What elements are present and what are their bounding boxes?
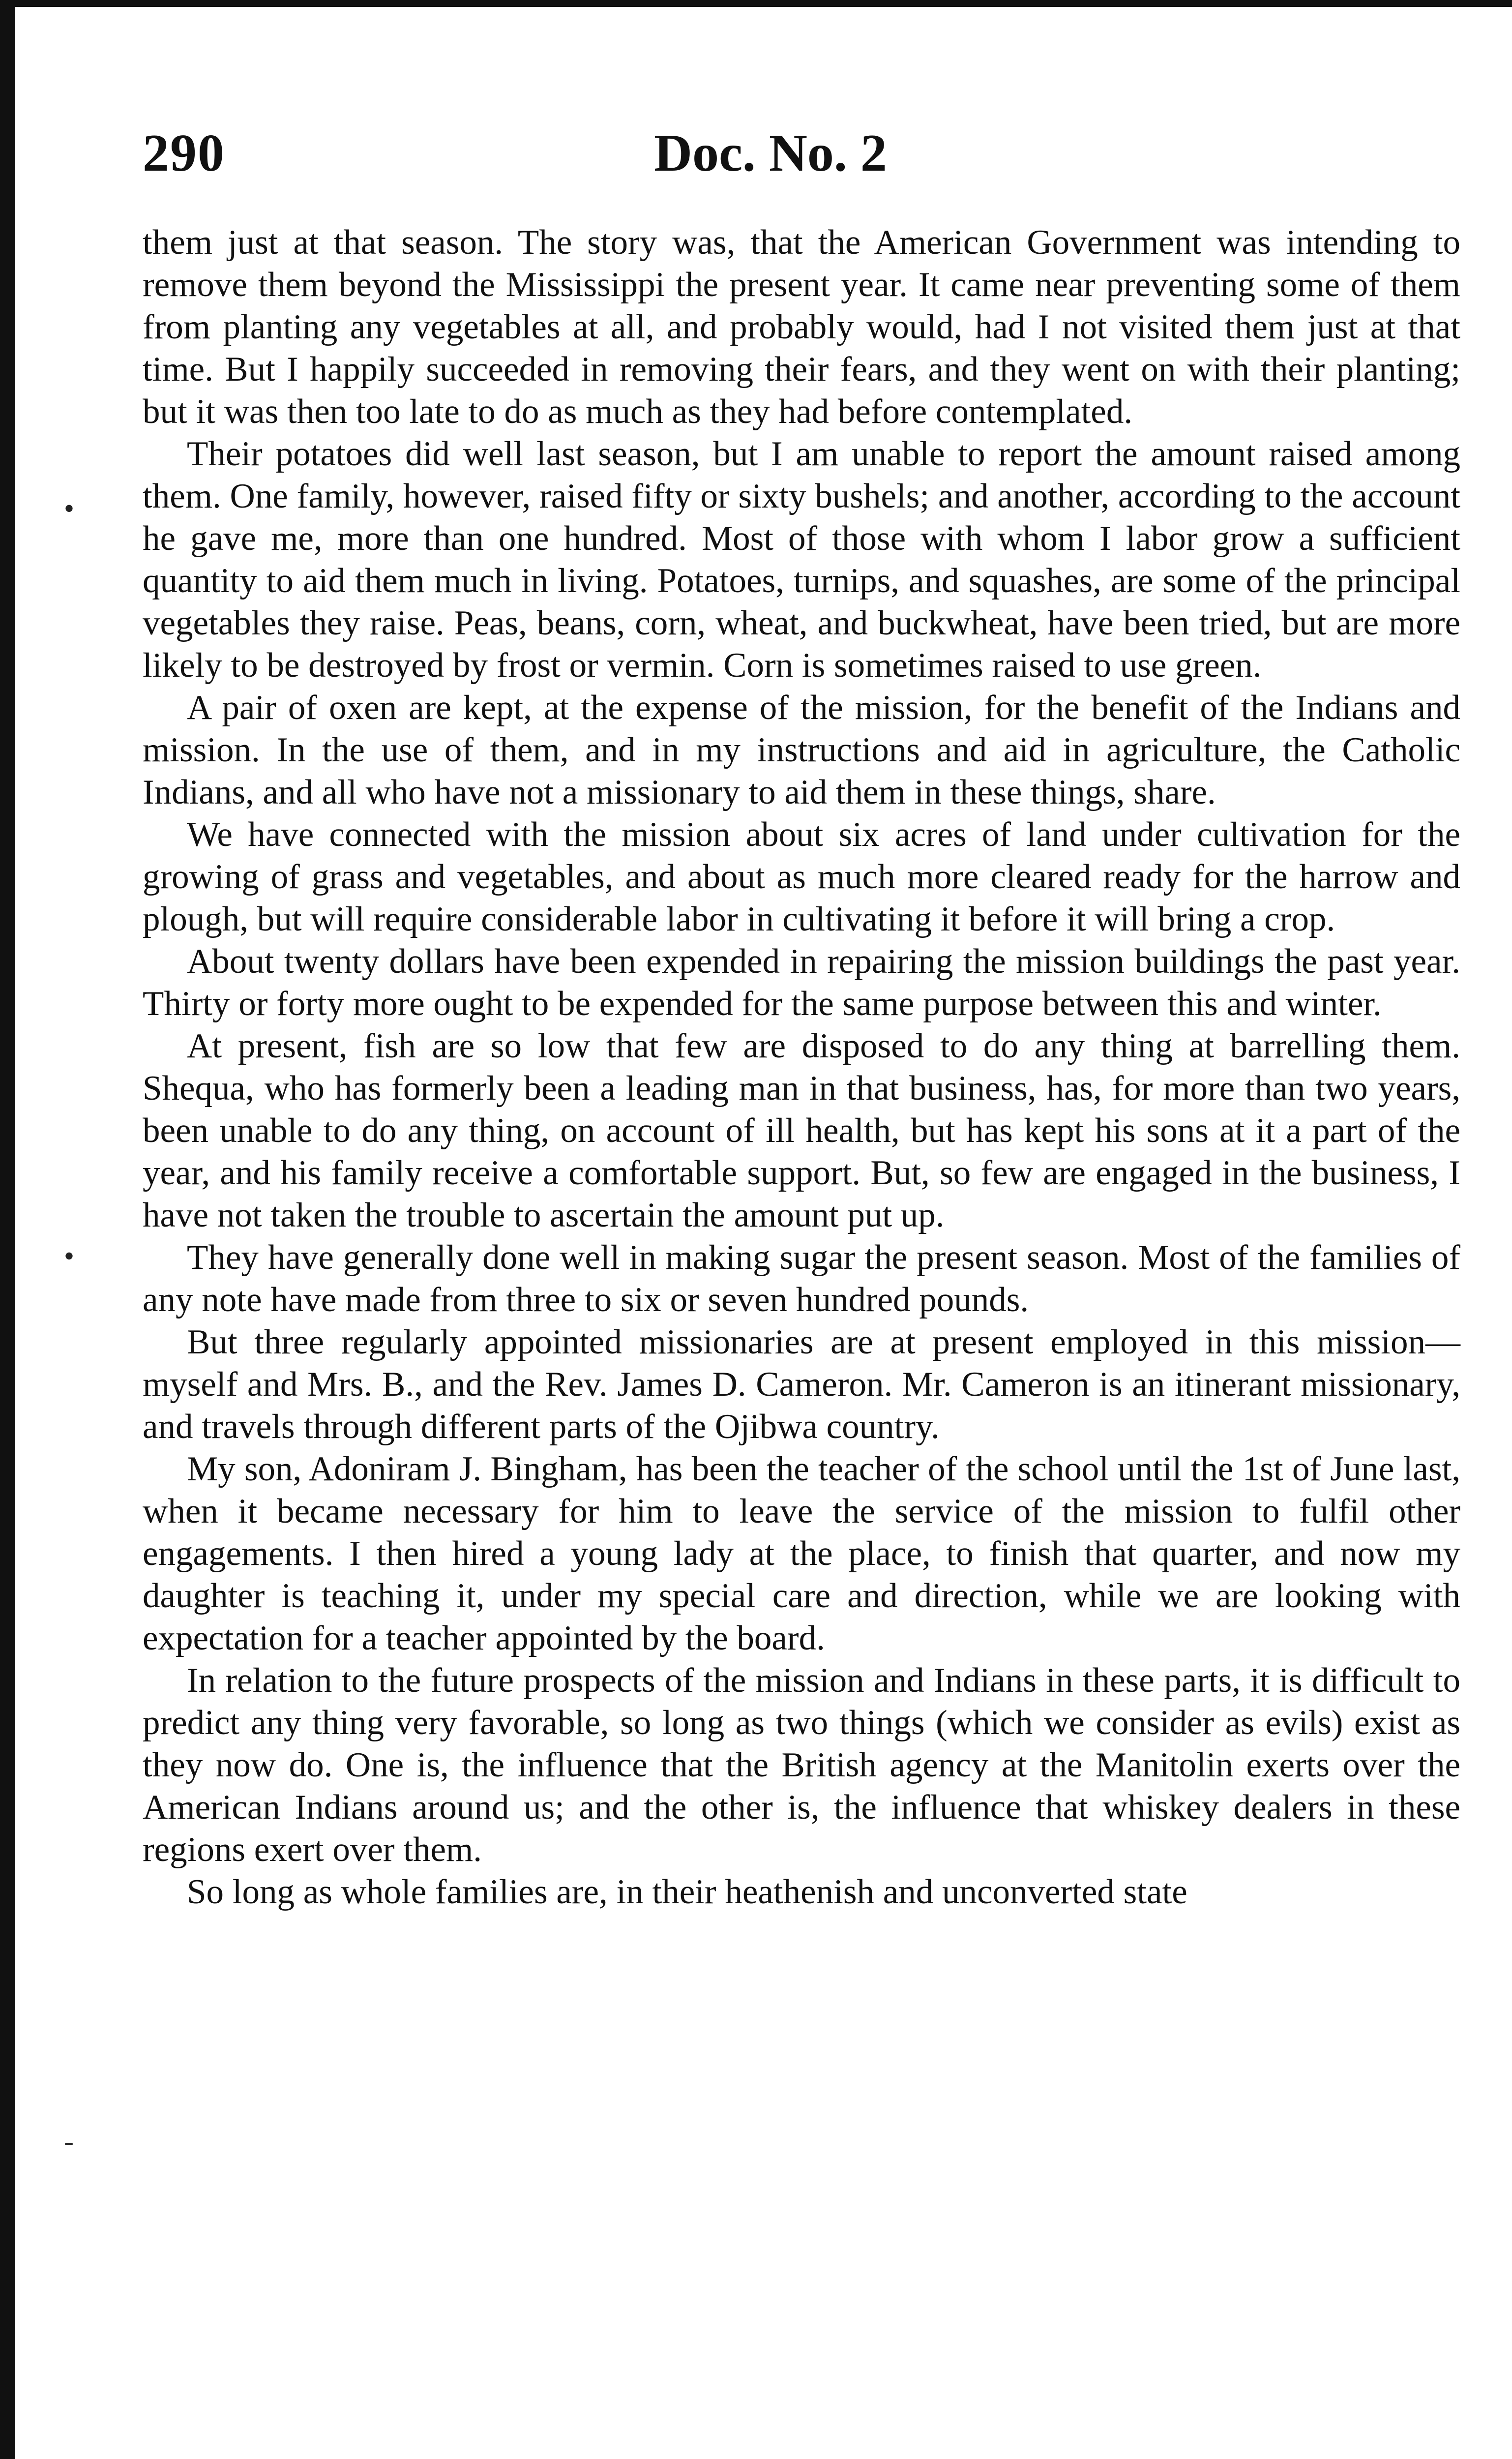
- margin-dot: •: [64, 1240, 75, 1272]
- paragraph: My son, Adoniram J. Bingham, has been the teacher of the school until the 1st of June last, when it became necessary for him to leave the service of the mission to fulfil other engagements. I then hired a young lady at the place, to finish that quarter, and now my daughter is teaching it, under my special care and direction, while we are looking with expectation for a teacher appointed by the board.: [143, 1450, 1460, 1657]
- paragraph: But three regularly appointed missionaries are at present employed in this mission—myself and Mrs. B., and the Rev. James D. Cameron. Mr. Cameron is an itinerant missionary, and travels through different parts of the Ojibwa country.: [143, 1323, 1460, 1446]
- page-header: [143, 123, 1470, 192]
- paragraph: A pair of oxen are kept, at the expense of the mission, for the benefit of the Indians and mission. In the use of them, and in my instructions and aid in agriculture, the Catholic Indians, and all who have not a missionary to aid them in these things, share.: [143, 689, 1460, 811]
- document-label: Doc. No. 2: [654, 124, 887, 182]
- scan-left-edge: [0, 0, 15, 2459]
- margin-dot: •: [64, 492, 75, 525]
- paragraph: In relation to the future prospects of the mission and Indians in these parts, it is difficult to predict any thing very favorable, so long as two things (which we consider as evils) exist as they now do. One is, the influence that the British agency at the Manitolin exerts over the American Indians around us; and the other is, the influence that whiskey dealers in these regions exert over them.: [143, 1661, 1460, 1869]
- page-body: [143, 221, 1460, 1913]
- paragraph: About twenty dollars have been expended in repairing the mission buildings the past year. Thirty or forty more ought to be expended for the same purpose between this and winter.: [143, 942, 1460, 1023]
- paragraph: Their potatoes did well last season, but I am unable to report the amount raised among them. One family, however, raised fifty or sixty bushels; and another, according to the account he gave me, more than one hundred. Most of those with whom I labor grow a sufficient quantity to aid them much in living. Potatoes, turnips, and squashes, are some of the principal vegetables they raise. Peas, beans, corn, wheat, and buckwheat, have been tried, but are more likely to be destroyed by frost or vermin. Corn is sometimes raised to use green.: [143, 435, 1460, 685]
- paragraph: They have generally done well in making sugar the present season. Most of the families of any note have made from three to six or seven hundred pounds.: [143, 1238, 1460, 1319]
- scan-top-edge: [0, 0, 1512, 7]
- page-number: 290: [143, 124, 225, 182]
- margin-dash: -: [64, 2125, 74, 2158]
- paragraph: them just at that season. The story was, that the American Government was intending to remove them beyond the Mississippi the present year. It came near preventing some of them from planting any vegetables at all, and probably would, had I not visited them just at that time. But I happily succeeded in removing their fears, and they went on with their planting; but it was then too late to do as much as they had before contemplated.: [143, 223, 1460, 431]
- paragraph: We have connected with the mission about six acres of land under cultivation for the growing of grass and vegetables, and about as much more cleared ready for the harrow and plough, but will require considerable labor in cultivating it before it will bring a crop.: [143, 815, 1460, 938]
- paragraph: So long as whole families are, in their heathenish and unconverted state: [187, 1873, 1187, 1911]
- paragraph: At present, fish are so low that few are disposed to do any thing at barrelling them. Shequa, who has formerly been a leading man in that business, has, for more than two years, been unable to do any thing, on account of ill health, but has kept his sons at it a part of the year, and his family receive a comfortable support. But, so few are engaged in the business, I have not taken the trouble to ascertain the amount put up.: [143, 1027, 1460, 1234]
